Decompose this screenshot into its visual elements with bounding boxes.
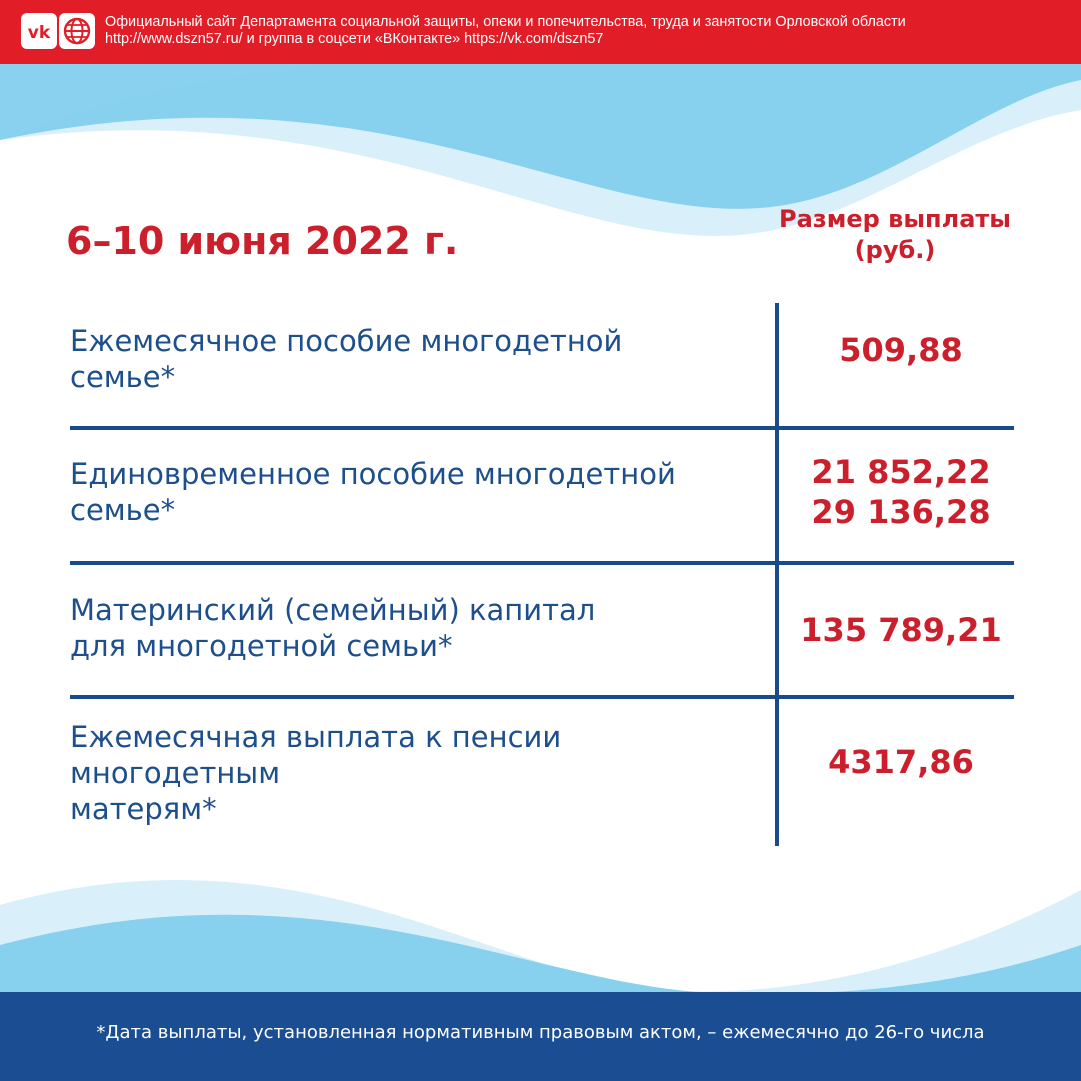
row-divider [70,561,1014,565]
table-row-label [70,456,770,528]
column-header-line1: Размер выплаты [778,205,1012,233]
row-label-line: Единовременное пособие многодетной [70,457,676,491]
header-site-description: Официальный сайт Департамента социальной защиты, опеки и попечительства, труда и занятости Орловской области [105,14,906,30]
table-row-value [790,452,1012,532]
svg-text:vk: vk [27,23,51,43]
table-row-value [790,610,1012,650]
footer-bar [0,992,1081,1081]
column-header-line2: (руб.) [854,236,936,264]
footnote-text: *Дата выплаты, установленная нормативным правовым актом, – ежемесячно до 26-го числа [96,1022,985,1043]
table-vertical-divider [775,303,779,846]
site-header-bar [0,0,1081,64]
row-divider [70,426,1014,430]
row-label-line: матерям* [70,792,217,826]
row-label-line: Ежемесячное пособие многодетной [70,324,623,358]
row-label-line: семье* [70,493,176,527]
payment-value: 135 789,21 [800,611,1002,649]
period-title: 6–10 июня 2022 г. [66,219,459,263]
payment-value: 29 136,28 [811,493,991,531]
header-text [105,14,906,48]
table-row-label [70,323,770,395]
table-row-value [790,330,1012,370]
payment-amount-header [770,204,1020,266]
payment-value: 21 852,22 [811,453,991,491]
vk-icon[interactable] [21,13,57,49]
row-label-line: семье* [70,360,176,394]
payment-value: 509,88 [839,331,963,369]
row-label-line: Материнский (семейный) капитал [70,593,596,627]
globe-icon[interactable] [59,13,95,49]
table-row-label [70,719,770,827]
row-label-line: для многодетной семьи* [70,629,453,663]
table-row-value [790,742,1012,782]
payment-value: 4317,86 [828,743,974,781]
row-divider [70,695,1014,699]
header-links[interactable]: http://www.dszn57.ru/ и группа в соцсети «ВКонтакте» https://vk.com/dszn57 [105,31,604,47]
table-row-label [70,592,770,664]
row-label-line: Ежемесячная выплата к пенсии многодетным [70,720,562,790]
